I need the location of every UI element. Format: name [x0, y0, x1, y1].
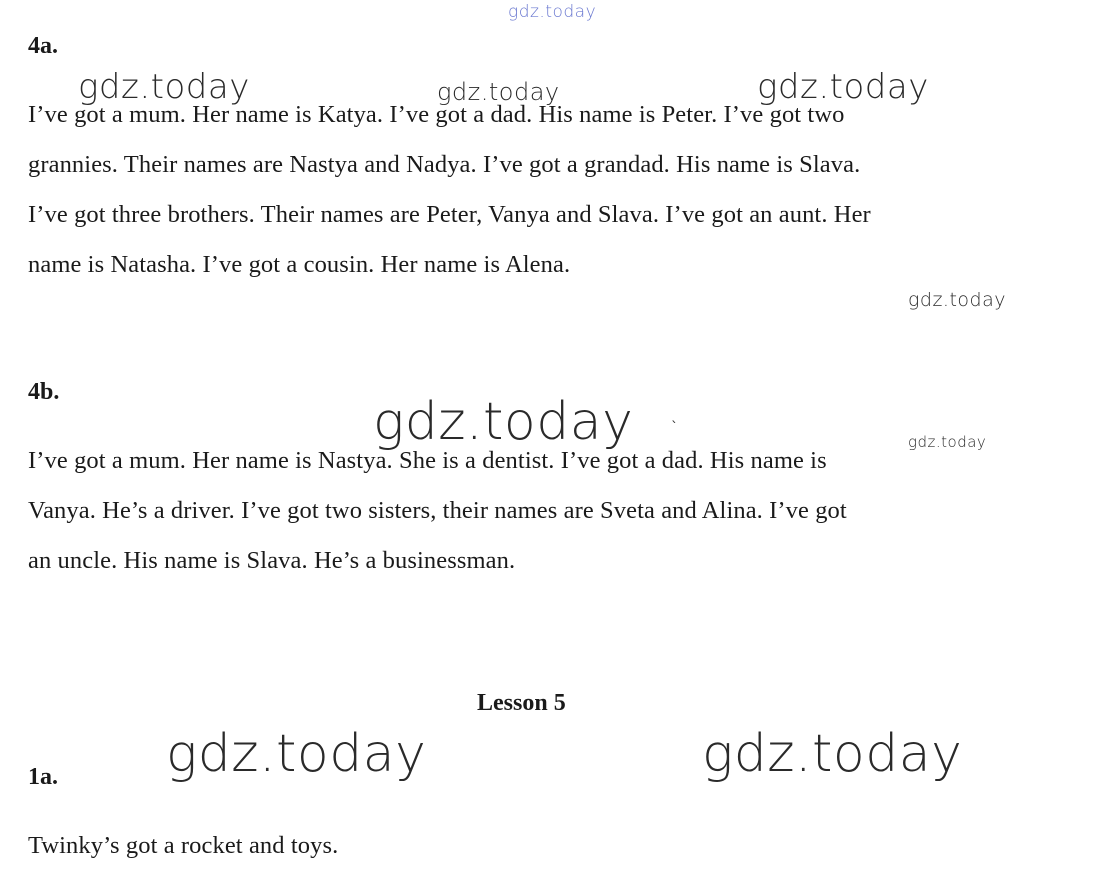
paragraph-line: I’ve got three brothers. Their names are Peter, Vanya and Slava. I’ve got an aunt. Her [28, 201, 871, 228]
watermark: gdz.today [908, 289, 1006, 311]
section-1a-heading: 1a. [28, 764, 58, 790]
watermark: gdz.today [908, 433, 987, 451]
watermark: gdz.today [757, 67, 929, 107]
paragraph-line: Twinky’s got a rocket and toys. [28, 832, 339, 859]
paragraph-line: I’ve got a mum. Her name is Nastya. She is a dentist. I’ve got a dad. His name is [28, 447, 827, 474]
watermark: gdz.today [702, 724, 963, 784]
lesson-title: Lesson 5 [477, 690, 566, 716]
paragraph-line: an uncle. His name is Slava. He’s a businessman. [28, 547, 516, 574]
watermark: gdz.today [78, 67, 250, 107]
watermark: gdz.today [373, 392, 634, 452]
paragraph-line: I’ve got a mum. Her name is Katya. I’ve got a dad. His name is Peter. I’ve got two [28, 101, 845, 128]
section-4b-heading: 4b. [28, 379, 60, 405]
section-4a-heading: 4a. [28, 33, 58, 59]
watermark: gdz.today [166, 724, 427, 784]
paragraph-line: grannies. Their names are Nastya and Nadya. I’ve got a grandad. His name is Slava. [28, 151, 861, 178]
paragraph-line: Vanya. He’s a driver. I’ve got two sisters, their names are Sveta and Alina. I’ve got [28, 497, 847, 524]
stray-mark: ˋ [671, 420, 678, 436]
watermark: gdz.today [437, 78, 560, 106]
watermark-top: gdz.today [508, 2, 597, 22]
paragraph-line: name is Natasha. I’ve got a cousin. Her name is Alena. [28, 251, 571, 278]
